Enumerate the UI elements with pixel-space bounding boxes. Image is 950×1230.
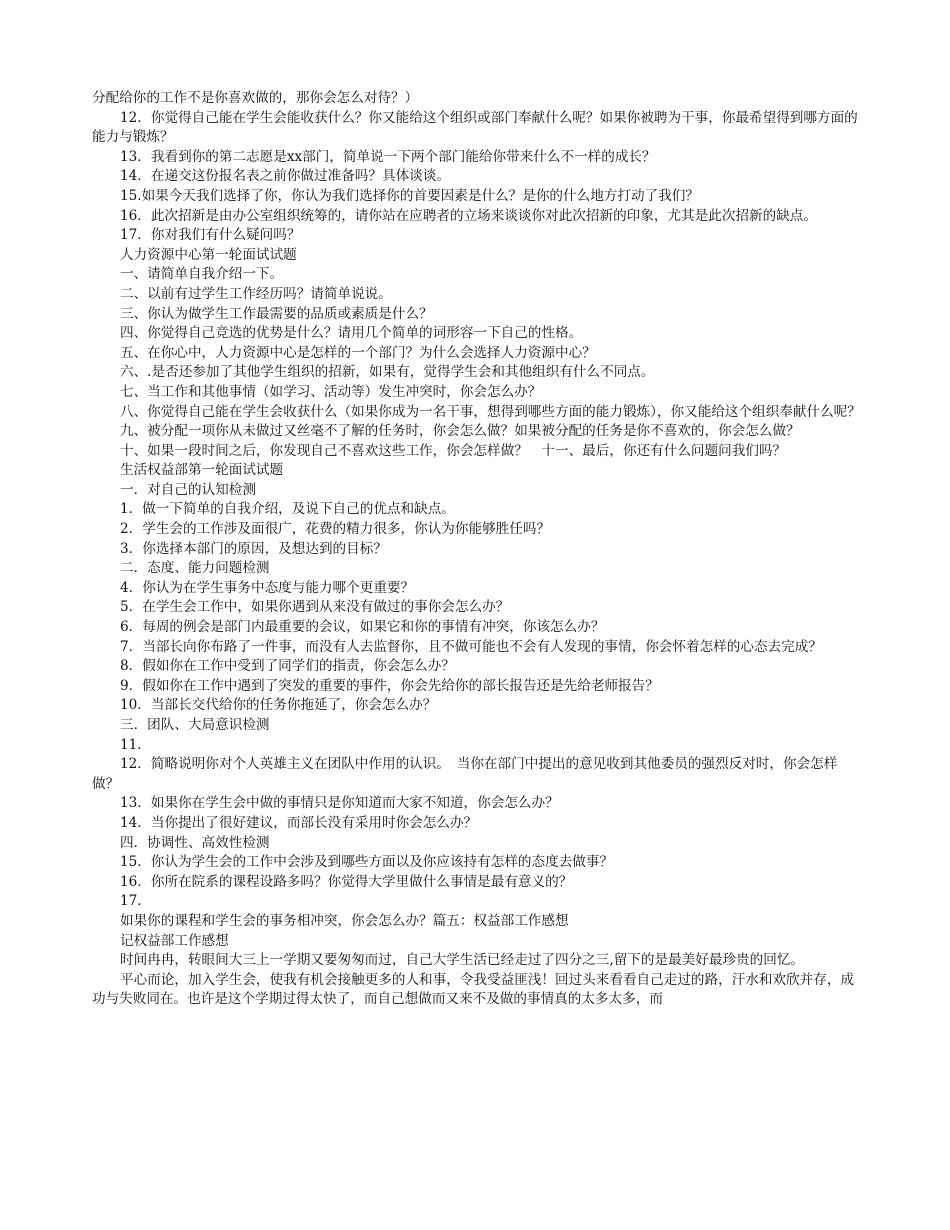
paragraph: 17．: [120, 893, 151, 910]
paragraph: 13．如果你在学生会中做的事情只是你知道而大家不知道，你会怎么办？: [120, 795, 559, 812]
paragraph: 分配给你的工作不是你喜欢做的，那你会怎么对待？）: [92, 90, 419, 106]
paragraph: 三、你认为做学生工作最需要的品质或素质是什么？: [120, 305, 433, 322]
paragraph: 2．学生会的工作涉及面很广，花费的精力很多，你认为你能够胜任吗？: [120, 521, 551, 538]
paragraph: 16．你所在院系的课程设路多吗？你觉得大学里做什么事情是最有意义的？: [120, 873, 573, 890]
paragraph: 八、你觉得自己能在学生会收获什么（如果你成为一名干事，想得到哪些方面的能力锻炼），你又能给这个组织奉献什么呢？: [120, 403, 861, 420]
paragraph: 11．: [120, 736, 151, 753]
paragraph: 6．每周的例会是部门内最重要的会议，如果它和你的事情有冲突，你该怎么办？: [120, 619, 605, 636]
paragraph: 3．你选择本部门的原因，及想达到的目标？: [120, 540, 387, 557]
paragraph: 10．当部长交代给你的任务你拖延了，你会怎么办？: [120, 697, 437, 714]
paragraph: 15.如果今天我们选择了你，你认为我们选择你的首要因素是什么？是你的什么地方打动了我们？: [120, 187, 699, 204]
paragraph: 十、如果一段时间之后，你发现自己不喜欢这些工作，你会怎样做？ 十一、最后，你还有什么问题问我们吗？: [120, 442, 787, 459]
paragraph: 记权益部工作感想: [120, 932, 229, 949]
paragraph: 时间冉冉，转眼间大三上一学期又要匆匆而过，自己大学生活已经走过了四分之三,留下的是最美好最珍贵的回忆。: [120, 952, 805, 969]
paragraph: 9．假如你在工作中遇到了突发的重要的事件，你会先给你的部长报告还是先给老师报告？: [120, 677, 659, 694]
paragraph: 平心而论，加入学生会，使我有机会接触更多的人和事，令我受益匪浅！回过头来看看自己走过的路，汗水和欢欣并存，成功与失败同在。也许是这个学期过得太快了，而自己想做而又来不及做的事情真的太多太多，而: [92, 971, 855, 1008]
paragraph: 四．协调性、高效性检测: [120, 834, 270, 851]
paragraph: 九、被分配一项你从未做过又丝毫不了解的任务时，你会怎么做？如果被分配的任务是你不喜欢的，你会怎么做？: [120, 423, 800, 440]
paragraph: 7．当部长向你布路了一件事，而没有人去监督你，且不做可能也不会有人发现的事情，你会怀着怎样的心态去完成？: [120, 638, 822, 655]
paragraph: 七、当工作和其他事情（如学习、活动等）发生冲突时，你会怎么办？: [120, 383, 542, 400]
paragraph: 8．假如你在工作中受到了同学们的指责，你会怎么办？: [120, 658, 455, 675]
paragraph: 15．你认为学生会的工作中会涉及到哪些方面以及你应该持有怎样的态度去做事？: [120, 854, 614, 871]
paragraph: 四、你觉得自己竞选的优势是什么？请用几个简单的词形容一下自己的性格。: [120, 325, 583, 342]
paragraph: 16．此次招新是由办公室组织统筹的，请你站在应聘者的立场来谈谈你对此次招新的印象，尤其是此次招新的缺点。: [120, 207, 817, 224]
paragraph: 二、以前有过学生工作经历吗？请简单说说。: [120, 285, 392, 302]
paragraph: 12．简略说明你对个人英雄主义在团队中作用的认识。 当你在部门中提出的意见收到其他委员的强烈反对时，你会怎样做？: [92, 756, 838, 792]
paragraph: 五、在你心中，人力资源中心是怎样的一个部门？为什么会选择人力资源中心？: [120, 344, 596, 361]
paragraph: 13．我看到你的第二志愿是xx部门，简单说一下两个部门能给你带来什么不一样的成长？: [120, 148, 656, 165]
paragraph: 1．做一下简单的自我介绍，及说下自己的优点和缺点。: [120, 501, 455, 518]
paragraph: 17．你对我们有什么疑问吗？: [120, 227, 301, 244]
paragraph: 12．你觉得自己能在学生会能收获什么？你又能给这个组织或部门奉献什么呢？如果你被聘为干事，你最希望得到哪方面的能力与锻炼？: [92, 109, 858, 146]
paragraph: 人力资源中心第一轮面试试题: [120, 246, 297, 263]
paragraph: 一．对自己的认知检测: [120, 481, 256, 498]
paragraph: 4．你认为在学生事务中态度与能力哪个更重要？: [120, 579, 415, 596]
paragraph: 二．态度、能力问题检测: [120, 560, 270, 577]
paragraph: 六、.是否还参加了其他学生组织的招新，如果有，觉得学生会和其他组织有什么不同点。: [120, 364, 655, 381]
paragraph: 生活权益部第一轮面试试题: [120, 462, 284, 479]
paragraph: 一、请简单自我介绍一下。: [120, 266, 284, 283]
paragraph: 三．团队、大局意识检测: [120, 717, 270, 733]
paragraph: 如果你的课程和学生会的事务相冲突，你会怎么办？篇五：权益部工作感想: [120, 912, 569, 929]
paragraph: 14．当你提出了很好建议，而部长没有采用时你会怎么办？: [120, 814, 478, 831]
paragraph: 5．在学生会工作中，如果你遇到从来没有做过的事你会怎么办？: [120, 599, 510, 616]
paragraph: 14．在递交这份报名表之前你做过准备吗？具体谈谈。: [120, 168, 450, 185]
